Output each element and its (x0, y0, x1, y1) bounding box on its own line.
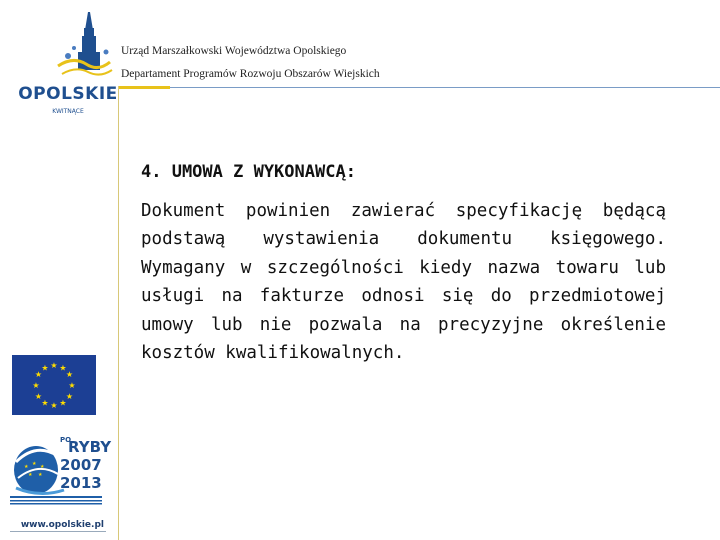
svg-text:★: ★ (59, 363, 67, 373)
svg-text:★: ★ (50, 401, 58, 410)
svg-text:★: ★ (32, 461, 37, 467)
programme-year-end: 2013 (60, 474, 102, 492)
header-department-name: Departament Programów Rozwoju Obszarów Wiejskich (121, 68, 380, 80)
svg-text:★: ★ (50, 361, 58, 370)
opolskie-logo (18, 8, 118, 126)
website-url: www.opolskie.pl (20, 520, 104, 530)
svg-text:★: ★ (34, 392, 43, 401)
svg-text:★: ★ (65, 370, 74, 379)
slide-paragraph: Dokument powinien zawierać specyfikację będącą podstawą wystawienia dokumentu księgowego. Wymagany w szczególności kiedy nazwa towaru lub usługi na fakturze odnosi się do przedmiotowej umowy lub nie pozwala na precyzyjne określenie kosztów kwalifikowalnych. (141, 201, 666, 364)
logo-tagline: KWITNĄCE (52, 108, 84, 115)
tower-emblem-icon (18, 8, 118, 84)
svg-text:★: ★ (32, 381, 40, 390)
po-ryby-logo (10, 432, 112, 518)
svg-text:★: ★ (65, 392, 74, 401)
eu-flag-logo (12, 355, 96, 415)
svg-text:★: ★ (24, 464, 29, 470)
svg-text:★: ★ (59, 398, 67, 408)
po-prefix: PO (60, 436, 72, 444)
footer-rule (10, 531, 106, 532)
svg-text:★: ★ (41, 363, 49, 373)
svg-text:★: ★ (68, 381, 76, 390)
programme-year-start: 2007 (60, 456, 102, 474)
svg-text:★: ★ (28, 472, 33, 478)
header-accent-rule (118, 86, 170, 89)
eu-flag-icon (12, 355, 96, 415)
programme-name: RYBY (68, 438, 112, 456)
header-office-name: Urząd Marszałkowski Województwa Opolskiego (121, 45, 347, 57)
svg-text:★: ★ (41, 398, 49, 408)
svg-text:★: ★ (40, 464, 45, 470)
logo-wordmark: OPOLSKIE (18, 84, 118, 104)
header-divider (170, 87, 720, 88)
sidebar-divider (118, 86, 119, 540)
svg-text:★: ★ (34, 370, 43, 379)
svg-text:★: ★ (38, 472, 43, 478)
slide-title: 4. UMOWA Z WYKONAWCĄ: (141, 162, 356, 182)
